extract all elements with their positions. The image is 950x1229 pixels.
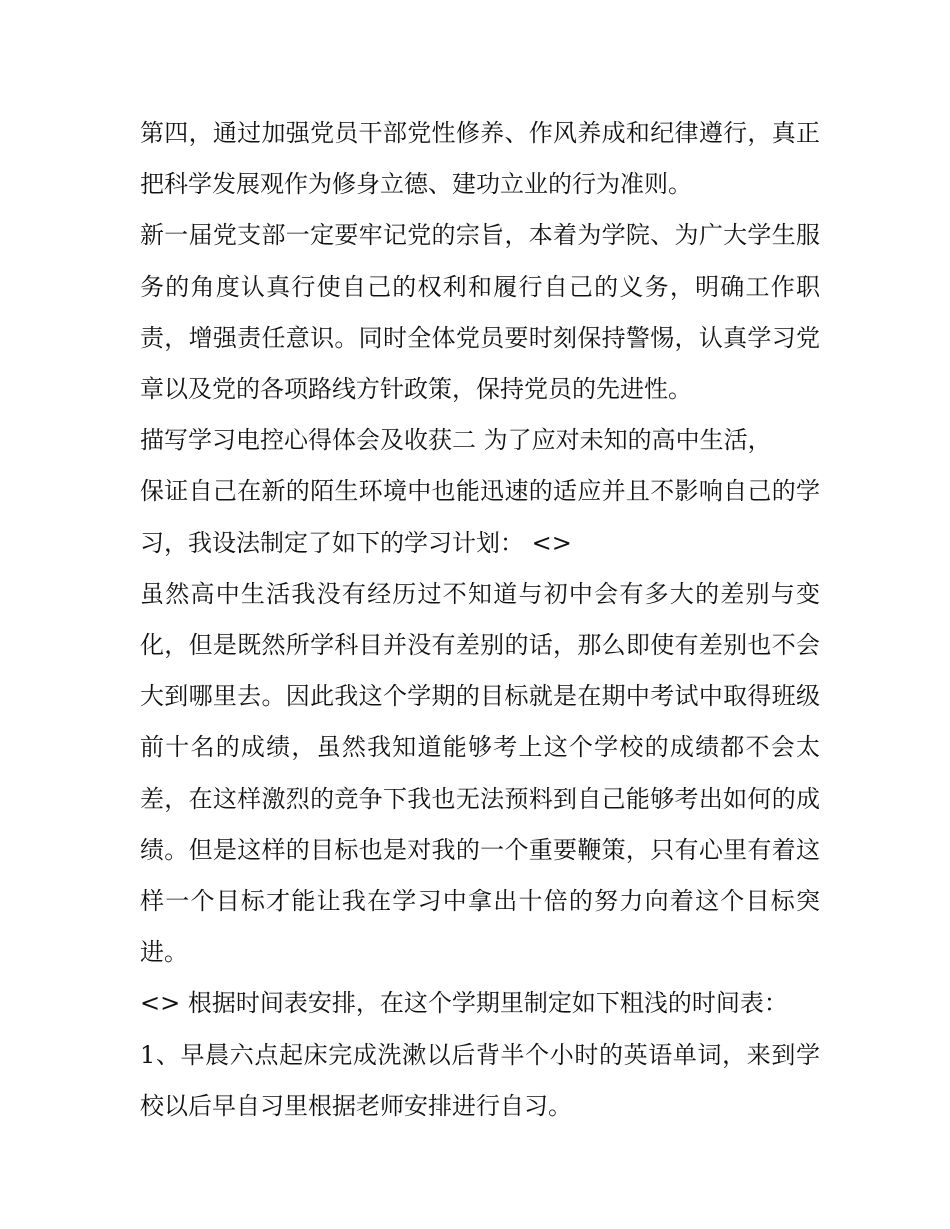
paragraph-6: 1、早晨六点起床完成洗漱以后背半个小时的英语单词，来到学校以后早自习里根据老师安排进行自习。 <box>140 1040 820 1120</box>
paragraph-4: 虽然高中生活我没有经历过不知道与初中会有多大的差别与变化，但是既然所学科目并没有差别的话，那么即使有差别也不会大到哪里去。因此我这个学期的目标就是在期中考试中取得班级前十名的成绩，虽然我知道能够考上这个学校的成绩都不会太差，在这样激烈的竞争下我也无法预料到自己能够考出如何的成绩。但是这样的目标也是对我的一个重要鞭策，只有心里有着这样一个目标才能让我在学习中拿出十倍的努力向着这个目标突进。 <box>140 579 820 967</box>
paragraph-1: 第四，通过加强党员干部党性修养、作风养成和纪律遵行，真正把科学发展观作为修身立德、建功立业的行为准则。 <box>140 119 820 199</box>
document-body <box>140 108 820 1132</box>
paragraph-3: 描写学习电控心得体会及收获二 为了应对未知的高中生活， 保证自己在新的陌生环境中也能迅速的适应并且不影响自己的学习，我设法制定了如下的学习计划： <> <box>140 426 820 557</box>
paragraph-2: 新一届党支部一定要牢记党的宗旨，本着为学院、为广大学生服务的角度认真行使自己的权利和履行自己的义务，明确工作职责，增强责任意识。同时全体党员要时刻保持警惕，认真学习党章以及党的各项路线方针政策，保持党员的先进性。 <box>140 221 820 404</box>
paragraph-5: <> 根据时间表安排，在这个学期里制定如下粗浅的时间表： <box>140 989 788 1018</box>
